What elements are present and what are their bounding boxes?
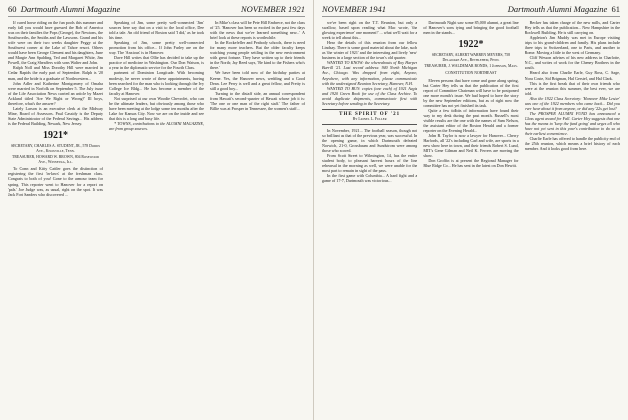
paragraph: Dartmouth Night saw some 85,000 alumni, a great line of Hanover's sons tying and bringing the good football men in the stands... xyxy=(423,20,519,36)
paragraph: Ralph Noll and Miss Dorothy Hill were married in Cedar Rapids the early part of September. Ralph is '20 man, and the bride is a graduate of Northwestern... xyxy=(8,65,103,81)
paragraph: The PROSPER ALUMNI FUND has announced a Class agent award for Fall. Carter Hey suggests that one has the means to 'keep the fund going' and urges all who have not yet sent in this year's contribution to do so at their earliest convenience. xyxy=(524,110,620,137)
class-treasurer: TREASURER, HOWARD W. BROWN, 804 Rosewood Ave., Winnetka, Ill. xyxy=(12,155,99,164)
paragraph: In November, 1921... The football season, though not so brilliant as that of the previous year, was successful. In the opening game, in which Dartmouth defeated Norwich, 21-0, Grossbaum and Sundstrom were among those who scored. xyxy=(322,127,418,154)
poem-box xyxy=(322,109,417,125)
paragraph: If cured horse riding on the fun pools this summer and early fall you would have guessed the Bob of America was on their families the Pops (George), the Newtons, the Southworths, the Smiths and the Lawsons. Grand and his wife were on their two weeks daughter Peggy at the Southwest corner at the Lake of Tahoe resort. Others would have been George Clement and his daughters, June and Margie Ann Spalding, Ted and Margaret White, Jim Powell, the Craig Sheaffers with sons Walter and John. xyxy=(8,20,103,66)
right-page xyxy=(314,0,628,420)
paragraph: WANTED TO BUY: copies (one each) of 1921 Aegis and 1920 Green Book for use of the Class Archive. To avoid duplicate shipments, communicate first with Secretary before sending to the Secretary. xyxy=(322,85,418,106)
box-byline: By Lionel L. Fuller xyxy=(352,116,387,121)
paragraph: we've been right on the T.T. Reunion, but only a swallow, based upon reading what Mac wrote, 'the glowing experience' one moment!' ... what we'll wait for a week to tell about this... xyxy=(322,20,418,41)
left-magazine-title: Dartmouth Alumni Magazine xyxy=(20,4,121,14)
left-issue-date: NOVEMBER 1921 xyxy=(241,4,305,14)
paragraph: Heard also from Charlie Earle, Guy Ross, C. Sage, Nora Coste, Sid Brigman, Hal Gerstel, and Hal Clark. xyxy=(524,70,620,81)
right-column-2 xyxy=(423,20,518,420)
paragraph: Hear the details of this reunion from our fellow Lindsay. There is some good material about the lake, such as 'the winter of 1921' and the interesting and lively 'new' business in a large section of the town's old quarter. xyxy=(322,40,418,61)
class-year-heading: 1922* xyxy=(458,39,484,51)
paragraph: Cliff Wesson advises of his new address in Charlotte, N.C., and writes of work for the Cheney Brothers in the south. xyxy=(524,55,620,71)
paragraph: WANTED TO KNOW: the whereabouts of Roy Harper Burrill '21. Last record address: 940 North Michigan Ave., Chicago. Was dropped from eight, Anyone, Anywhere, with any information, please communicate with the undersigned Reunion Secretary, Hanover, N.H. xyxy=(322,60,418,86)
paragraph: John B. Taylor is now a lawyer for Hanover... Cherry Harfords, all '22's including Carl and wife, are sports in a new show here in town, and their friends Robert S. Lund, MIT's Gene Gilman and Neil K. Ferrers are moving the show. xyxy=(423,133,519,159)
paragraph: partment of Dominion Longitude. With becoming modesty, he never wrote of these appointments, having been searched for the man who is looking through the Ivy College Ice Bldg... He has become a member of the faculty at Hanover. xyxy=(109,70,204,96)
class-secretary: SECRETARY, CHARLES A. STUDENT, JR., 578 Dodds Ave., Knoxville, Tenn. xyxy=(10,143,101,153)
paragraph: Turning to the distaff side, an annual correspondent from Hawaii's second-quarter of Hawaii whose job it is: 'The one or one man of the right staff.' The father of Billie was at Prosper in Tennessee, the women's staff... xyxy=(210,90,305,111)
left-column-2 xyxy=(109,20,204,420)
paragraph: Appleton's Jim Muddy was met in Europe visiting trips to his grand-children and family. His plans include three trips to Switzerland, one to Paris, and another to Rome. Moving a little to the west of Germany. xyxy=(524,35,620,56)
paragraph: Also the 1922 Class Secretary: 'Hanover Mike Lester' was one of the 1922 members who came back... Did you ever hear about it from anyone, or did any '22s get lost? xyxy=(524,95,620,111)
right-column-1 xyxy=(322,20,417,420)
paragraph: From Scott Street to Wilmington, 14, has the entire student body, to pleasant harvest hours of the line rehearsal in the morning as well, we were unable for the most part to remain in sight of the pass. xyxy=(322,153,418,174)
left-column-3 xyxy=(210,20,305,420)
paragraph: In Mike's class will be Pete Hill Embrece, not the class of '25. 'Hanover has been so excited in the past few days with the news that we've learned something new...' A brief look at these reports is worthwhile. xyxy=(210,20,305,41)
right-page-number: 61 xyxy=(611,4,620,14)
paragraph: Eleven persons that have come and gone along spring, but Carter Hey tells us that the publication of the first report of Committee Chairman will have to be postponed one more month's issue. We had hoped to have the story by the new September editions, but as of right now the committee has not yet finished its task. xyxy=(423,77,519,108)
class-year-heading: 1921* xyxy=(43,129,68,141)
class-secretary: SECRETARY, ALBERT WARREN MEYERS, 758 Delaware Ave., Bethlehem, Penn. xyxy=(431,53,511,62)
paragraph: Speaking of Jim, some pretty well-connected 'Jim' sources here say that on a visit to the local office, Dee told a tale. An old friend of Boston said 'I did,' as he took his time. xyxy=(109,20,204,41)
paragraph: In the first game with Columbia... A hard fight and a game of 17-7, Dartmouth was victorious... xyxy=(322,173,418,184)
paragraph: To Conn and Kitty Cattler goes the distinction of registering the first 'in-laws' at the freshman class. Congrats to both of you! Gone to the armour team for spring. This reporter went to Hanover for a report on 'pals.' Joe Judge was, as usual, right on the spot. It was Jack Fort Sanders who discovered ... xyxy=(8,166,103,197)
paragraph: Becker has taken charge of the new mills, and Carter Hey tells us that the publication... New Hampshire in the Rockwell Building. He is still carrying on. xyxy=(524,20,620,36)
right-columns xyxy=(322,20,620,420)
paragraph: Quite a few tidbits of information have found their way to my desk during the past month. Russell's most visible results are the one with the names of Sam Nelson, the assistant editor of the Boston Herald and a former reporter on the Evening Herald... xyxy=(423,107,519,133)
left-columns xyxy=(8,20,305,420)
paragraph: We have been told now of the birthday parties at Keene. Yes, the Hanover news, wedding and a Good Dean. Lee Perry is well and a great fellow, and Pretty is still a good boy... xyxy=(210,70,305,91)
paragraph: Dave Hill writes that Ollie has decided to take up the practice of medicine in Washington. Our Don Watson, is a year in the diplomatic service for the Fourth Class. xyxy=(109,55,204,71)
paragraph: Not surprised at our own Woodie Chevrolet, who can be the ultimate leaders, but obviously among those who have been meeting at the lodge some ten months after the Lake for Kansas City. Now we are on the inside and see that this is a long and busy life. xyxy=(109,95,204,121)
class-treasurer: TREASURER, J. WALDEMAR BONDS, 1 Johnson, Mass. xyxy=(424,64,518,69)
right-column-3 xyxy=(525,20,620,420)
left-page-number: 60 xyxy=(8,4,17,14)
right-running-head xyxy=(322,4,620,17)
paragraph: In the Rockefeller and Peabody schools, there is need for many more teachers. But the older faculty keeps watching young people settling in the new environment with great fortune. They have written up to their friends in the North; Jay Reed says, 'Be kind to the Fishers who's there.' xyxy=(210,40,305,71)
paragraph: Don Groffin is at present the Regional Manager for Blue Ridge Co... He has sent in the latest on Don Hewitt. xyxy=(423,158,519,169)
subheading: CONSTITUTION NORTHEAST xyxy=(445,70,497,75)
paragraph: John Adler and Katherine Montgomery of Omaha were married in Norfolk on September 5. The July issue of the Life Association News carried an article by Mazet Ackland titled 'Are We Right or Wrong?' Ill boys, therefore, what's the answer? xyxy=(8,80,103,106)
box-title: THE SPIRIT OF '21 xyxy=(339,111,401,117)
paragraph: Lately Larson is an executive clerk at the Midway Mine, Board of Assessors. Paul Cassidy is the Deputy State Administrator of the Federal Savings... His address is the Federal Building, Newark, New Jersey. xyxy=(8,105,103,126)
paragraph: This is the first break that of their own friends who were at the reunion this summer, the best ever, we are told. xyxy=(524,80,620,96)
right-magazine-title: Dartmouth Alumni Magazine xyxy=(507,4,608,14)
left-running-head xyxy=(8,4,305,17)
paragraph: Charlie Earle has offered to handle the publicity end of the 25th reunion, which means a brief history of each member. And it looks good from here. xyxy=(524,136,620,152)
right-issue-date: NOVEMBER 1941 xyxy=(322,4,386,14)
paragraph: Speaking of Jim, some pretty well-connected promotion from his office... If John Farley are on the way. The 'Anxious' is in Hanover. xyxy=(109,40,204,56)
footnote: * TOWNS, contributions to the ALUMNI MAGAZINE, are from group sources. xyxy=(109,120,204,131)
left-column-1 xyxy=(8,20,103,420)
